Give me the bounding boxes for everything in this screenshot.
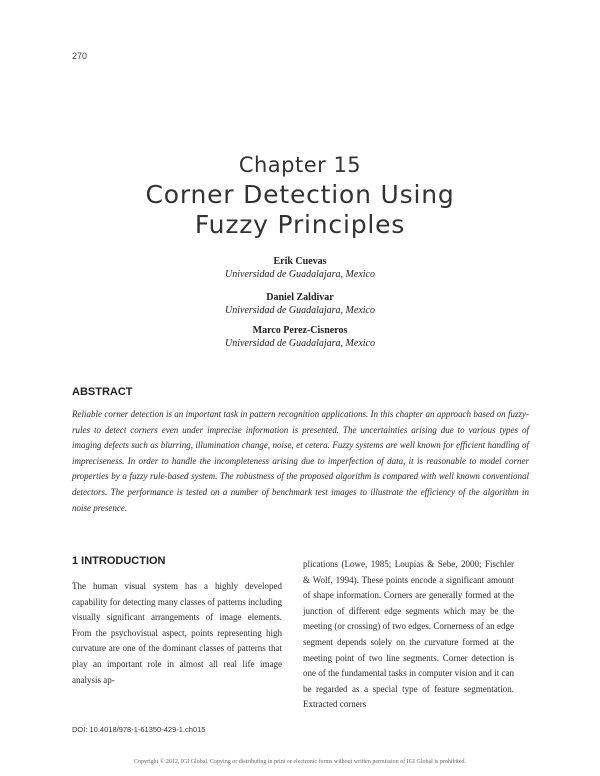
abstract-text: Reliable corner detection is an important task in pattern recognition applications. In this chapter an approach based on fuzzy-rules to detect corners even under imprecise information is presented. The uncertainties arising due to various types of imaging defects such as blurring, illumination change, noise, et cetera. Fuzzy systems are well known for efficient handling of impreciseness. In order to handle the incompleteness arising due to imperfection of data, it is reasonable to model corner properties by a fuzzy rule-based system. The robustness of the proposed algorithm is compared with well known conventional detectors. The performance is tested on a number of benchmark test images to illustrate the efficiency of the algorithm in noise presence.: [72, 409, 529, 513]
author-3: [0, 324, 600, 350]
abstract-heading: ABSTRACT: [72, 386, 133, 398]
author-affiliation: Universidad de Guadalajara, Mexico: [225, 269, 375, 280]
author-affiliation: Universidad de Guadalajara, Mexico: [225, 305, 375, 316]
author-1: [0, 255, 600, 281]
page-number: 270: [72, 51, 88, 61]
introduction-right-column: plications (Lowe, 1985; Loupias & Sebe, 2000; Fischler & Wolf, 1994). These points encode a significant amount of shape information. Corners are generally formed at the junction of different edge segments which may be the meeting (or crossing) of two edges. Cornerness of an edge segment depends solely on the curvature formed at the meeting point of two line segments. Corner detection is one of the fundamental tasks in computer vision and it can be regarded as a special type of feature segmentation. Extracted corners: [303, 559, 514, 710]
author-affiliation: Universidad de Guadalajara, Mexico: [225, 338, 375, 349]
chapter-title: [0, 180, 600, 240]
copyright-footer: Copyright © 2012, IGI Global. Copying or distributing in print or electronic forms without written permission of IGI Global is prohibited.: [133, 759, 466, 765]
chapter-title-line-1: Corner Detection Using: [145, 180, 455, 209]
doi: DOI: 10.4018/978-1-61350-429-1.ch015: [72, 725, 206, 734]
author-name: Daniel Zaldivar: [266, 292, 334, 303]
introduction-heading: 1 INTRODUCTION: [72, 555, 166, 567]
chapter-label: Chapter 15: [238, 153, 362, 177]
author-name: Erik Cuevas: [273, 256, 327, 267]
author-2: [0, 291, 600, 317]
chapter-title-line-2: Fuzzy Principles: [194, 210, 406, 239]
introduction-left-column: The human visual system has a highly developed capability for detecting many classes of patterns including visually significant arrangements of image elements. From the psychovisual aspect, points representing high curvature are one of the dominant classes of patterns that play an important role in almost all real life image analysis ap-: [72, 581, 282, 685]
author-name: Marco Perez-Cisneros: [252, 325, 348, 336]
